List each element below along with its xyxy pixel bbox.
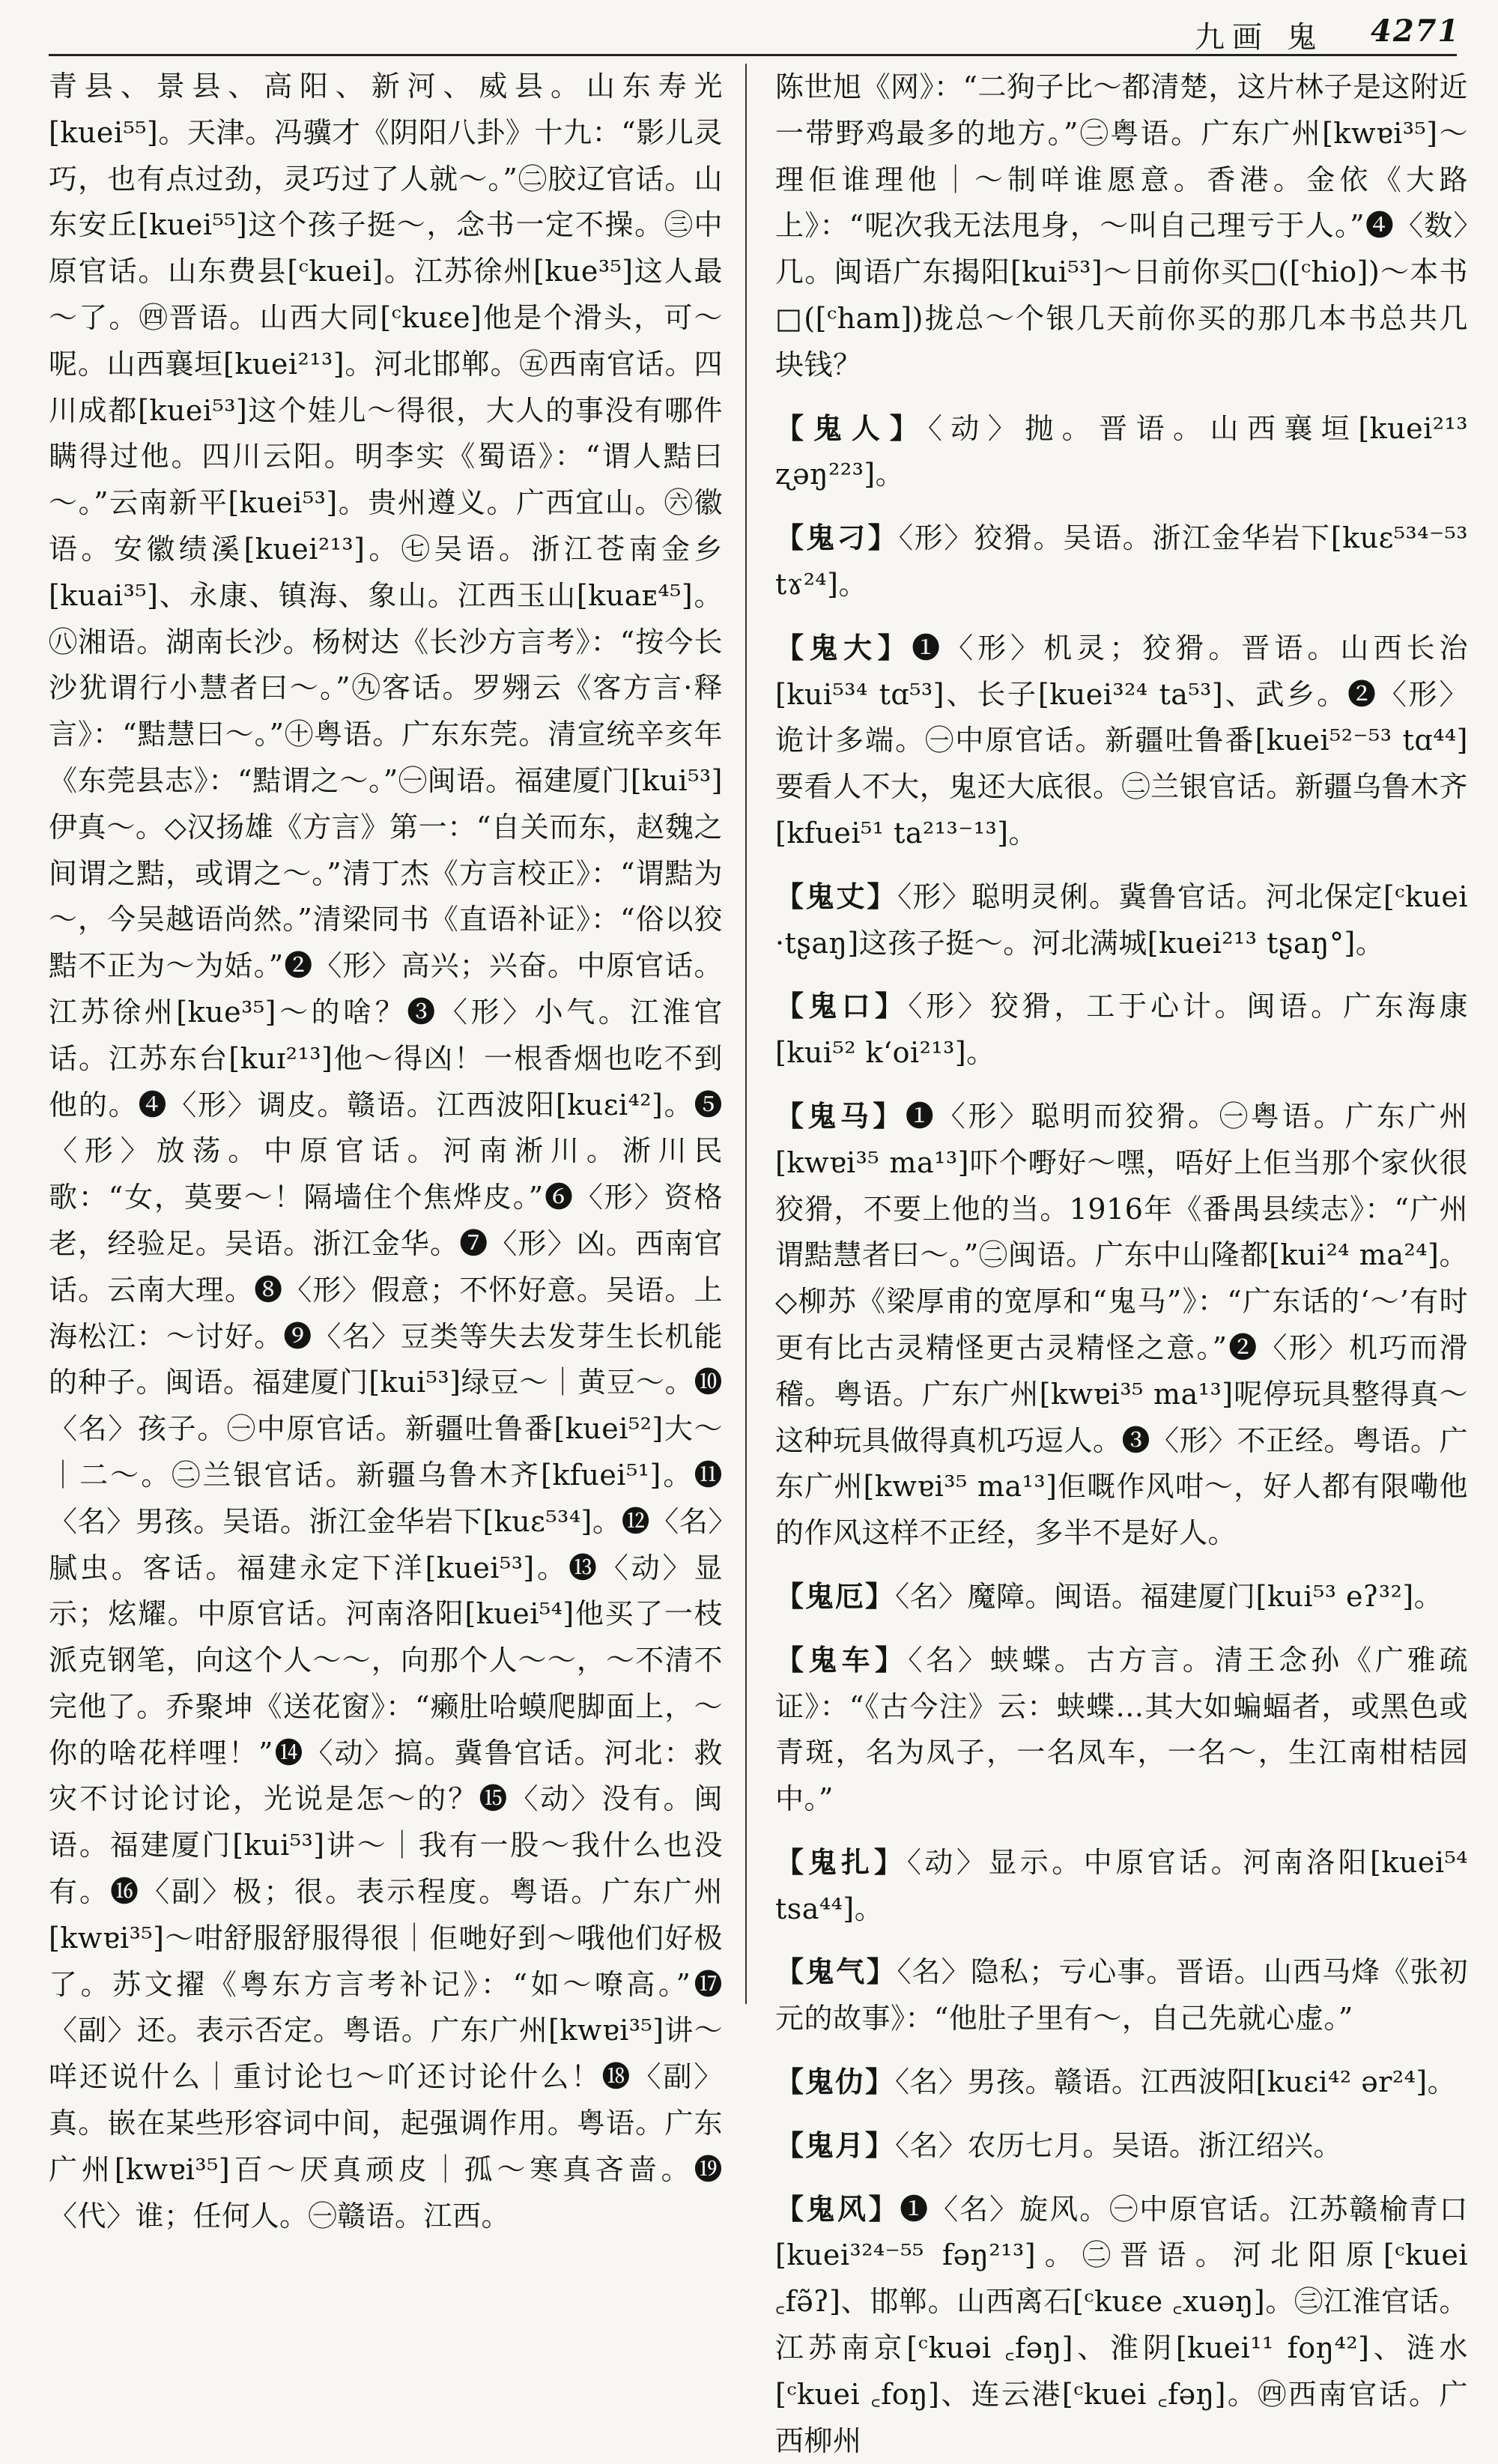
entry-gui-qi — [775, 1949, 1468, 2042]
entry-headword: 【鬼风】 — [775, 2191, 900, 2226]
entry-body: 〈形〉狡猾，工于心计。闽语。广东海康[kui⁵² k‘oi²¹³]。 — [775, 990, 1468, 1070]
entry-headword: 【鬼气】 — [775, 1955, 897, 1989]
entry-headword: 【鬼马】 — [775, 1098, 906, 1133]
entry-body: 〈动〉抛。晋语。山西襄垣[kuei²¹³ ʐəŋ²²³]。 — [775, 411, 1468, 491]
entry-body: 〈名〉农历七月。吴语。浙江绍兴。 — [895, 2128, 1343, 2162]
entry-headword: 【鬼月】 — [775, 2128, 896, 2162]
entry-gui-ma — [775, 1093, 1468, 1557]
entry-gui-ren — [775, 405, 1468, 499]
entry-headword: 【鬼仂】 — [775, 2065, 896, 2099]
entry-body: ❶〈形〉聪明而狡猾。㊀粤语。广东广州[kwɐi³⁵ ma¹³]吓个嘢好～嘿，唔好上佢当那个家伙很狡猾，不要上他的当。1916年《番禺县续志》：“广州谓黠慧者曰～。”㊁闽语。广东中山隆都[kui²⁴ ma²⁴]。◇柳苏《梁厚甫的宽厚和“鬼马”》：“广东话的‘～’有时更有比古灵精怪更古灵精怪之意。”❷〈形〉机巧而滑稽。粤语。广东广州[kwɐi³⁵ ma¹³]呢停玩具整得真～这种玩具做得真机巧逗人。❸〈形〉不正经。粤语。广东广州[kwɐi³⁵ ma¹³]佢嘅作风咁～，好人都有限嘞他的作风这样不正经，多半不是好人。 — [775, 1099, 1468, 1550]
entry-body: 陈世旭《网》：“二狗子比～都清楚，这片林子是这附近一带野鸡最多的地方。”㊁粤语。广东广州[kwɐi³⁵]～理佢谁理他｜～制咩谁愿意。香港。金依《大路上》：“呢次我无法甩身，～叫自己理亏于人。”❹〈数〉几。闽语广东揭阳[kui⁵³]～日前你买□([ᶜhio])～本书□([ᶜham])拢总～个银几天前你买的那几本书总共几块钱？ — [775, 70, 1468, 381]
entry-body: 〈动〉显示。中原官话。河南洛阳[kuei⁵⁴ tsa⁴⁴]。 — [775, 1845, 1468, 1925]
entry-gui-e — [775, 1573, 1468, 1620]
entry-headword: 【鬼刁】 — [775, 521, 899, 555]
entry-headword: 【鬼扎】 — [775, 1844, 907, 1879]
page-header — [0, 0, 1498, 61]
header-rule — [49, 54, 1457, 56]
entry-body: ❶〈名〉旋风。㊀中原官话。江苏赣榆青口[kuei³²⁴⁻⁵⁵ fəŋ²¹³]。㊁晋语。河北阳原[ᶜkuei ꜀fə̃ʔ]、邯郸。山西离石[ᶜkuɛe ꜀xuəŋ]。㊂江淮官话。江苏南京[ᶜkuəi ꜀fəŋ]、淮阴[kuei¹¹ foŋ⁴²]、涟水[ᶜkuei ꜀foŋ]、连云港[ᶜkuei ꜀fəŋ]。㊃西南官话。广西柳州 — [775, 2192, 1468, 2457]
entry-gui-feng — [775, 2186, 1468, 2464]
entry-gui-che — [775, 1637, 1468, 1823]
entry-body: 〈形〉聪明灵俐。冀鲁官话。河北保定[ᶜkuei ·tʂaŋ]这孩子挺～。河北满城[kuei²¹³ tʂaŋ°]。 — [775, 880, 1468, 960]
entry-headword: 【鬼丈】 — [775, 879, 898, 913]
entry-continuation — [775, 64, 1468, 389]
entry-body: 〈形〉狡猾。吴语。浙江金华岩下[kuɛ⁵³⁴⁻⁵³ tɤ²⁴]。 — [775, 521, 1468, 601]
entry-gui-kou — [775, 983, 1468, 1077]
entry-gui-yue — [775, 2122, 1468, 2170]
entry-headword: 【鬼车】 — [775, 1642, 909, 1677]
page-number: 4271 — [1371, 13, 1461, 49]
entry-body: 〈名〉蛱蝶。古方言。清王念孙《广雅疏证》：“《古今注》云：蛱蝶…其大如蝙蝠者，或黑色或青斑，名为凤子，一名凤车，一名～，生江南柑桔园中。” — [775, 1643, 1468, 1816]
entry-gui-diao — [775, 515, 1468, 608]
entry-gui-da — [775, 625, 1468, 857]
left-column-text: 青县、景县、高阳、新河、威县。山东寿光[kuei⁵⁵]。天津。冯骥才《阴阳八卦》十九：“影儿灵巧，也有点过劲，灵巧过了人就～。”㊁胶辽官话。山东安丘[kuei⁵⁵]这个孩子挺～，念书一定不操。㊂中原官话。山东费县[ᶜkuei]。江苏徐州[kue³⁵]这人最～了。㊃晋语。山西大同[ᶜkuɛe]他是个滑头，可～呢。山西襄垣[kuei²¹³]。河北邯郸。㊄西南官话。四川成都[kuei⁵³]这个娃儿～得很，大人的事没有哪件瞒得过他。四川云阳。明李实《蜀语》：“谓人黠曰～。”云南新平[kuei⁵³]。贵州遵义。广西宜山。㊅徽语。安徽绩溪[kuei²¹³]。㊆吴语。浙江苍南金乡[kuai³⁵]、永康、镇海、象山。江西玉山[kuaᴇ⁴⁵]。㊇湘语。湖南长沙。杨树达《长沙方言考》：“按今长沙犹谓行小慧者曰～。”㊈客话。罗翙云《客方言·释言》：“黠慧曰～。”㊉粤语。广东东莞。清宣统辛亥年《东莞县志》：“黠谓之～。”㊀闽语。福建厦门[kui⁵³]伊真～。◇汉扬雄《方言》第一：“自关而东，赵魏之间谓之黠，或谓之～。”清丁杰《方言校正》：“谓黠为～，今吴越语尚然。”清梁同书《直语补证》：“俗以狡黠不正为～为姡。”❷〈形〉高兴；兴奋。中原官话。江苏徐州[kue³⁵]～的啥？❸〈形〉小气。江淮官话。江苏东台[kuɪ²¹³]他～得凶！一根香烟也吃不到他的。❹〈形〉调皮。赣语。江西波阳[kuɛi⁴²]。❺〈形〉放荡。中原官话。河南淅川。淅川民歌：“女，莫要～！隔墙住个焦烨皮。”❻〈形〉资格老，经验足。吴语。浙江金华。❼〈形〉凶。西南官话。云南大理。❽〈形〉假意；不怀好意。吴语。上海松江：～讨好。❾〈名〉豆类等失去发芽生长机能的种子。闽语。福建厦门[kui⁵³]绿豆～｜黄豆～。❿〈名〉孩子。㊀中原官话。新疆吐鲁番[kuei⁵²]大～｜二～。㊁兰银官话。新疆乌鲁木齐[kfuei⁵¹]。⓫〈名〉男孩。吴语。浙江金华岩下[kuɛ⁵³⁴]。⓬〈名〉腻虫。客话。福建永定下洋[kuei⁵³]。⓭〈动〉显示；炫耀。中原官话。河南洛阳[kuei⁵⁴]他买了一枝派克钢笔，向这个人～～，向那个人～～，～不清不完他了。乔聚坤《送花窗》：“癞肚哈蟆爬脚面上，～你的啥花样哩！”⓮〈动〉搞。冀鲁官话。河北：救灾不讨论讨论，光说是怎～的？⓯〈动〉没有。闽语。福建厦门[kui⁵³]讲～｜我有一股～我什么也没有。⓰〈副〉极；很。表示程度。粤语。广东广州[kwɐi³⁵]～咁舒服舒服得很｜佢哋好到～哦他们好极了。苏文擢《粤东方言考补记》：“如～嘹高。”⓱〈副〉还。表示否定。粤语。广东广州[kwɐi³⁵]讲～咩还说什么｜重讨论乜～吖还讨论什么！⓲〈副〉真。嵌在某些形容词中间，起强调作用。粤语。广东广州[kwɐi³⁵]百～厌真顽皮｜孤～寒真吝啬。⓳〈代〉谁；任何人。㊀赣语。江西。 — [49, 70, 723, 2233]
entry-gui-zhang — [775, 874, 1468, 967]
entry-body: 〈名〉隐私；亏心事。晋语。山西马烽《张初元的故事》：“他肚子里有～，自己先就心虚。” — [775, 1955, 1468, 2035]
entry-body: 〈名〉男孩。赣语。江西波阳[kuɛi⁴² ər²⁴]。 — [895, 2065, 1457, 2099]
entry-headword: 【鬼人】 — [775, 411, 928, 445]
entry-headword: 【鬼口】 — [775, 989, 909, 1023]
running-head-section: 九画 鬼 — [1195, 20, 1324, 55]
column-divider — [745, 64, 747, 2004]
entry-headword: 【鬼厄】 — [775, 1578, 896, 1613]
entry-gui-le — [775, 2059, 1468, 2106]
entry-body: ❶〈形〉机灵；狡猾。晋语。山西长治[kui⁵³⁴ tɑ⁵³]、长子[kuei³²⁴ ta⁵³]、武乡。❷〈形〉诡计多端。㊀中原官话。新疆吐鲁番[kuei⁵²⁻⁵³ tɑ⁴⁴]要看人不大，鬼还大底很。㊁兰银官话。新疆乌鲁木齐[kfuei⁵¹ ta²¹³⁻¹³]。 — [775, 631, 1468, 850]
entry-gui-zha — [775, 1839, 1468, 1933]
left-column — [49, 64, 723, 2233]
entry-body: 〈名〉魔障。闽语。福建厦门[kui⁵³ eʔ³²]。 — [895, 1579, 1443, 1613]
right-column — [775, 64, 1468, 2457]
entry-headword: 【鬼大】 — [775, 630, 912, 665]
